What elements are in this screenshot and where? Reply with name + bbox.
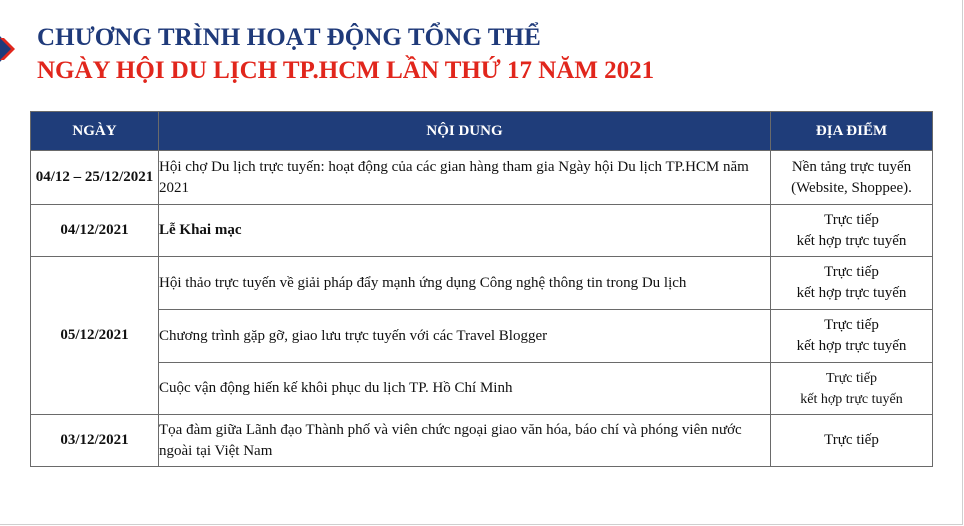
row-content: Lễ Khai mạc [159,205,771,257]
title-line-1: CHƯƠNG TRÌNH HOẠT ĐỘNG TỔNG THỂ [37,24,541,51]
place-line-1: Nền tảng trực tuyến [791,158,912,175]
row-content: Tọa đàm giữa Lãnh đạo Thành phố và viên chức ngoại giao văn hóa, báo chí và phóng viên nước ngoài tại Việt Nam [159,415,771,467]
title-line-2: NGÀY HỘI DU LỊCH TP.HCM LẦN THỨ 17 NĂM 2021 [37,57,655,84]
table-header-row [31,112,933,151]
place-line-2: kết hợp trực tuyến [796,285,907,301]
corner-chevron-icon [0,34,16,64]
place-line-2: kết hợp trực tuyến [796,232,907,249]
row-date: 04/12 – 25/12/2021 [31,151,159,205]
place-line-1: Trực tiếp [824,264,879,280]
table-row [31,205,933,257]
header-content: NỘI DUNG [159,112,771,151]
place-line-1: Trực tiếp [824,432,879,448]
row-content: Hội thảo trực tuyến về giải pháp đẩy mạnh ứng dụng Công nghệ thông tin trong Du lịch [159,257,771,310]
row-place [771,415,933,467]
table-row [31,415,933,467]
place-line-1: Trực tiếp [824,317,879,333]
table-row [31,151,933,205]
table-row [31,310,933,363]
row-place [771,205,933,257]
table-row [31,363,933,415]
row-place [771,310,933,363]
row-content: Chương trình gặp gỡ, giao lưu trực tuyến với các Travel Blogger [159,310,771,363]
place-line-1: Trực tiếp [825,370,878,386]
row-place [771,363,933,415]
place-line-2: kết hợp trực tuyến [800,391,903,407]
place-line-1: Trực tiếp [824,211,879,228]
place-line-2: kết hợp trực tuyến [796,338,907,354]
header-place: ĐỊA ĐIỂM [771,112,933,151]
row-place [771,257,933,310]
header-date: NGÀY [31,112,159,151]
title-block [37,22,654,87]
row-place [771,151,933,205]
row-content: Cuộc vận động hiến kế khôi phục du lịch TP. Hồ Chí Minh [159,363,771,415]
schedule-table [30,111,933,467]
row-date: 04/12/2021 [31,205,159,257]
place-line-2: (Website, Shoppee). [791,179,912,196]
table-row [31,257,933,310]
row-date: 03/12/2021 [31,415,159,467]
row-date: 05/12/2021 [31,257,159,415]
row-content: Hội chợ Du lịch trực tuyến: hoạt động của các gian hàng tham gia Ngày hội Du lịch TP.HCM năm 2021 [159,151,771,205]
